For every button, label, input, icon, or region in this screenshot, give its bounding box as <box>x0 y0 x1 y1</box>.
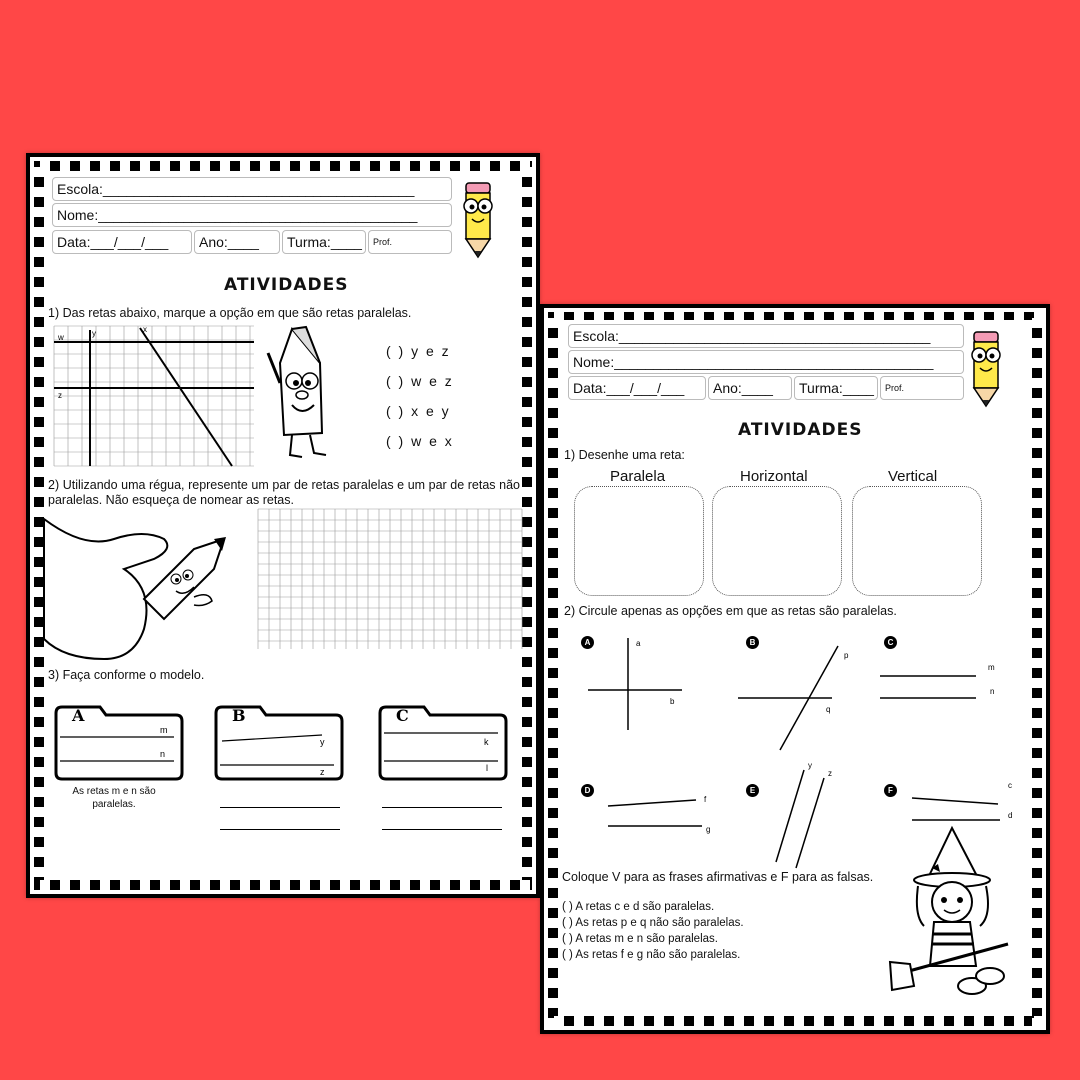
option-a-lines[interactable] <box>588 632 698 742</box>
school-field[interactable]: Escola:________________________________________ <box>568 324 964 348</box>
option-e-badge[interactable]: E <box>746 784 759 797</box>
name-field[interactable]: Nome:_________________________________________ <box>52 203 452 227</box>
question-1-text: 1) Desenhe uma reta: <box>564 448 685 462</box>
q1-option-4[interactable]: ( ) w e x <box>386 433 454 449</box>
line-label: z <box>320 767 325 777</box>
draw-box-horizontal[interactable] <box>712 486 842 596</box>
true-false-item[interactable]: ( ) A retas c e d são paralelas. <box>562 901 715 913</box>
page-title: ATIVIDADES <box>738 420 863 440</box>
line-label: p <box>844 651 849 660</box>
true-false-item[interactable]: ( ) As retas p e q não são paralelas. <box>562 917 744 929</box>
line-label-w: w <box>58 333 64 342</box>
year-field[interactable]: Ano:____ <box>194 230 280 254</box>
hand-holding-pencil-icon <box>44 509 234 669</box>
true-false-item[interactable]: ( ) A retas m e n são paralelas. <box>562 933 718 945</box>
drawing-grid <box>258 509 522 649</box>
true-false-item[interactable]: ( ) As retas f e g não são paralelas. <box>562 949 741 961</box>
draw-box-parallel[interactable] <box>574 486 704 596</box>
answer-line[interactable] <box>220 829 340 830</box>
question-2-text: 2) Utilizando uma régua, represente um par de retas paralelas e um par de retas não paralelas. Não esqueça de nomear as retas. <box>48 478 520 507</box>
option-e-lines[interactable] <box>768 760 848 870</box>
option-a-badge[interactable]: A <box>581 636 594 649</box>
class-field[interactable]: Turma:____ <box>282 230 366 254</box>
model-card-a <box>50 703 188 783</box>
q1-option-2[interactable]: ( ) w e z <box>386 373 454 389</box>
year-field[interactable]: Ano:____ <box>708 376 792 400</box>
model-card-b <box>210 703 348 783</box>
label-parallel: Paralela <box>610 468 666 485</box>
line-label: l <box>486 763 488 773</box>
option-b-badge[interactable]: B <box>746 636 759 649</box>
option-d-badge[interactable]: D <box>581 784 594 797</box>
line-label: z <box>828 769 832 778</box>
line-label-y: y <box>92 329 96 338</box>
line-label: a <box>636 639 641 648</box>
model-card-c <box>374 703 512 783</box>
draw-box-vertical[interactable] <box>852 486 982 596</box>
worksheet-page-2 <box>540 304 1050 1034</box>
school-field[interactable]: Escola:________________________________________ <box>52 177 452 201</box>
pencil-mascot-icon <box>964 328 1008 408</box>
line-label: y <box>320 737 325 747</box>
line-label: m <box>988 663 995 672</box>
q1-option-1[interactable]: ( ) y e z <box>386 343 451 359</box>
answer-line[interactable] <box>382 807 502 808</box>
option-c-badge[interactable]: C <box>884 636 897 649</box>
line-label: c <box>1008 781 1012 790</box>
question-2-text: 2) Circule apenas as opções em que as retas são paralelas. <box>564 604 897 618</box>
teacher-field[interactable]: Prof. <box>368 230 452 254</box>
line-label: b <box>670 697 675 706</box>
card-letter: B <box>232 706 246 725</box>
teacher-field[interactable]: Prof. <box>880 376 964 400</box>
class-field[interactable]: Turma:____ <box>794 376 878 400</box>
line-label-x: x <box>143 325 147 334</box>
worksheet-page-1 <box>26 153 540 898</box>
question-3-text: Coloque V para as frases afirmativas e F para as falsas. <box>562 870 874 884</box>
question-3-text: 3) Faça conforme o modelo. <box>48 668 205 682</box>
line-label: n <box>160 749 166 759</box>
date-field[interactable]: Data:___/___/___ <box>568 376 706 400</box>
option-f-badge[interactable]: F <box>884 784 897 797</box>
line-label: d <box>1008 811 1013 820</box>
line-label-z: z <box>58 391 62 400</box>
model-answer: As retas m e n são paralelas. <box>72 786 156 810</box>
pencil-mascot-icon <box>456 179 500 259</box>
q1-option-3[interactable]: ( ) x e y <box>386 403 451 419</box>
page-content <box>558 320 1032 1016</box>
line-label: g <box>706 825 711 834</box>
witch-on-broom-icon <box>888 826 1018 1006</box>
option-b-lines[interactable] <box>738 632 858 752</box>
page-title: ATIVIDADES <box>224 275 349 295</box>
answer-line[interactable] <box>220 807 340 808</box>
pencil-character-waving-icon <box>262 323 342 463</box>
line-label: y <box>808 761 812 770</box>
line-label: f <box>704 795 707 804</box>
line-label: n <box>990 687 995 696</box>
page-content <box>44 171 522 880</box>
label-horizontal: Horizontal <box>740 468 808 485</box>
grid-lines-figure <box>54 326 254 466</box>
line-label: q <box>826 705 831 714</box>
answer-line[interactable] <box>382 829 502 830</box>
card-letter: A <box>72 706 85 725</box>
question-1-text: 1) Das retas abaixo, marque a opção em que são retas paralelas. <box>48 306 412 320</box>
date-field[interactable]: Data:___/___/___ <box>52 230 192 254</box>
card-letter: C <box>396 706 409 725</box>
line-label: m <box>160 725 168 735</box>
option-d-lines[interactable] <box>608 782 718 842</box>
name-field[interactable]: Nome:_________________________________________ <box>568 350 964 374</box>
line-label: k <box>484 737 489 747</box>
label-vertical: Vertical <box>888 468 938 485</box>
option-c-lines[interactable] <box>880 632 1000 712</box>
